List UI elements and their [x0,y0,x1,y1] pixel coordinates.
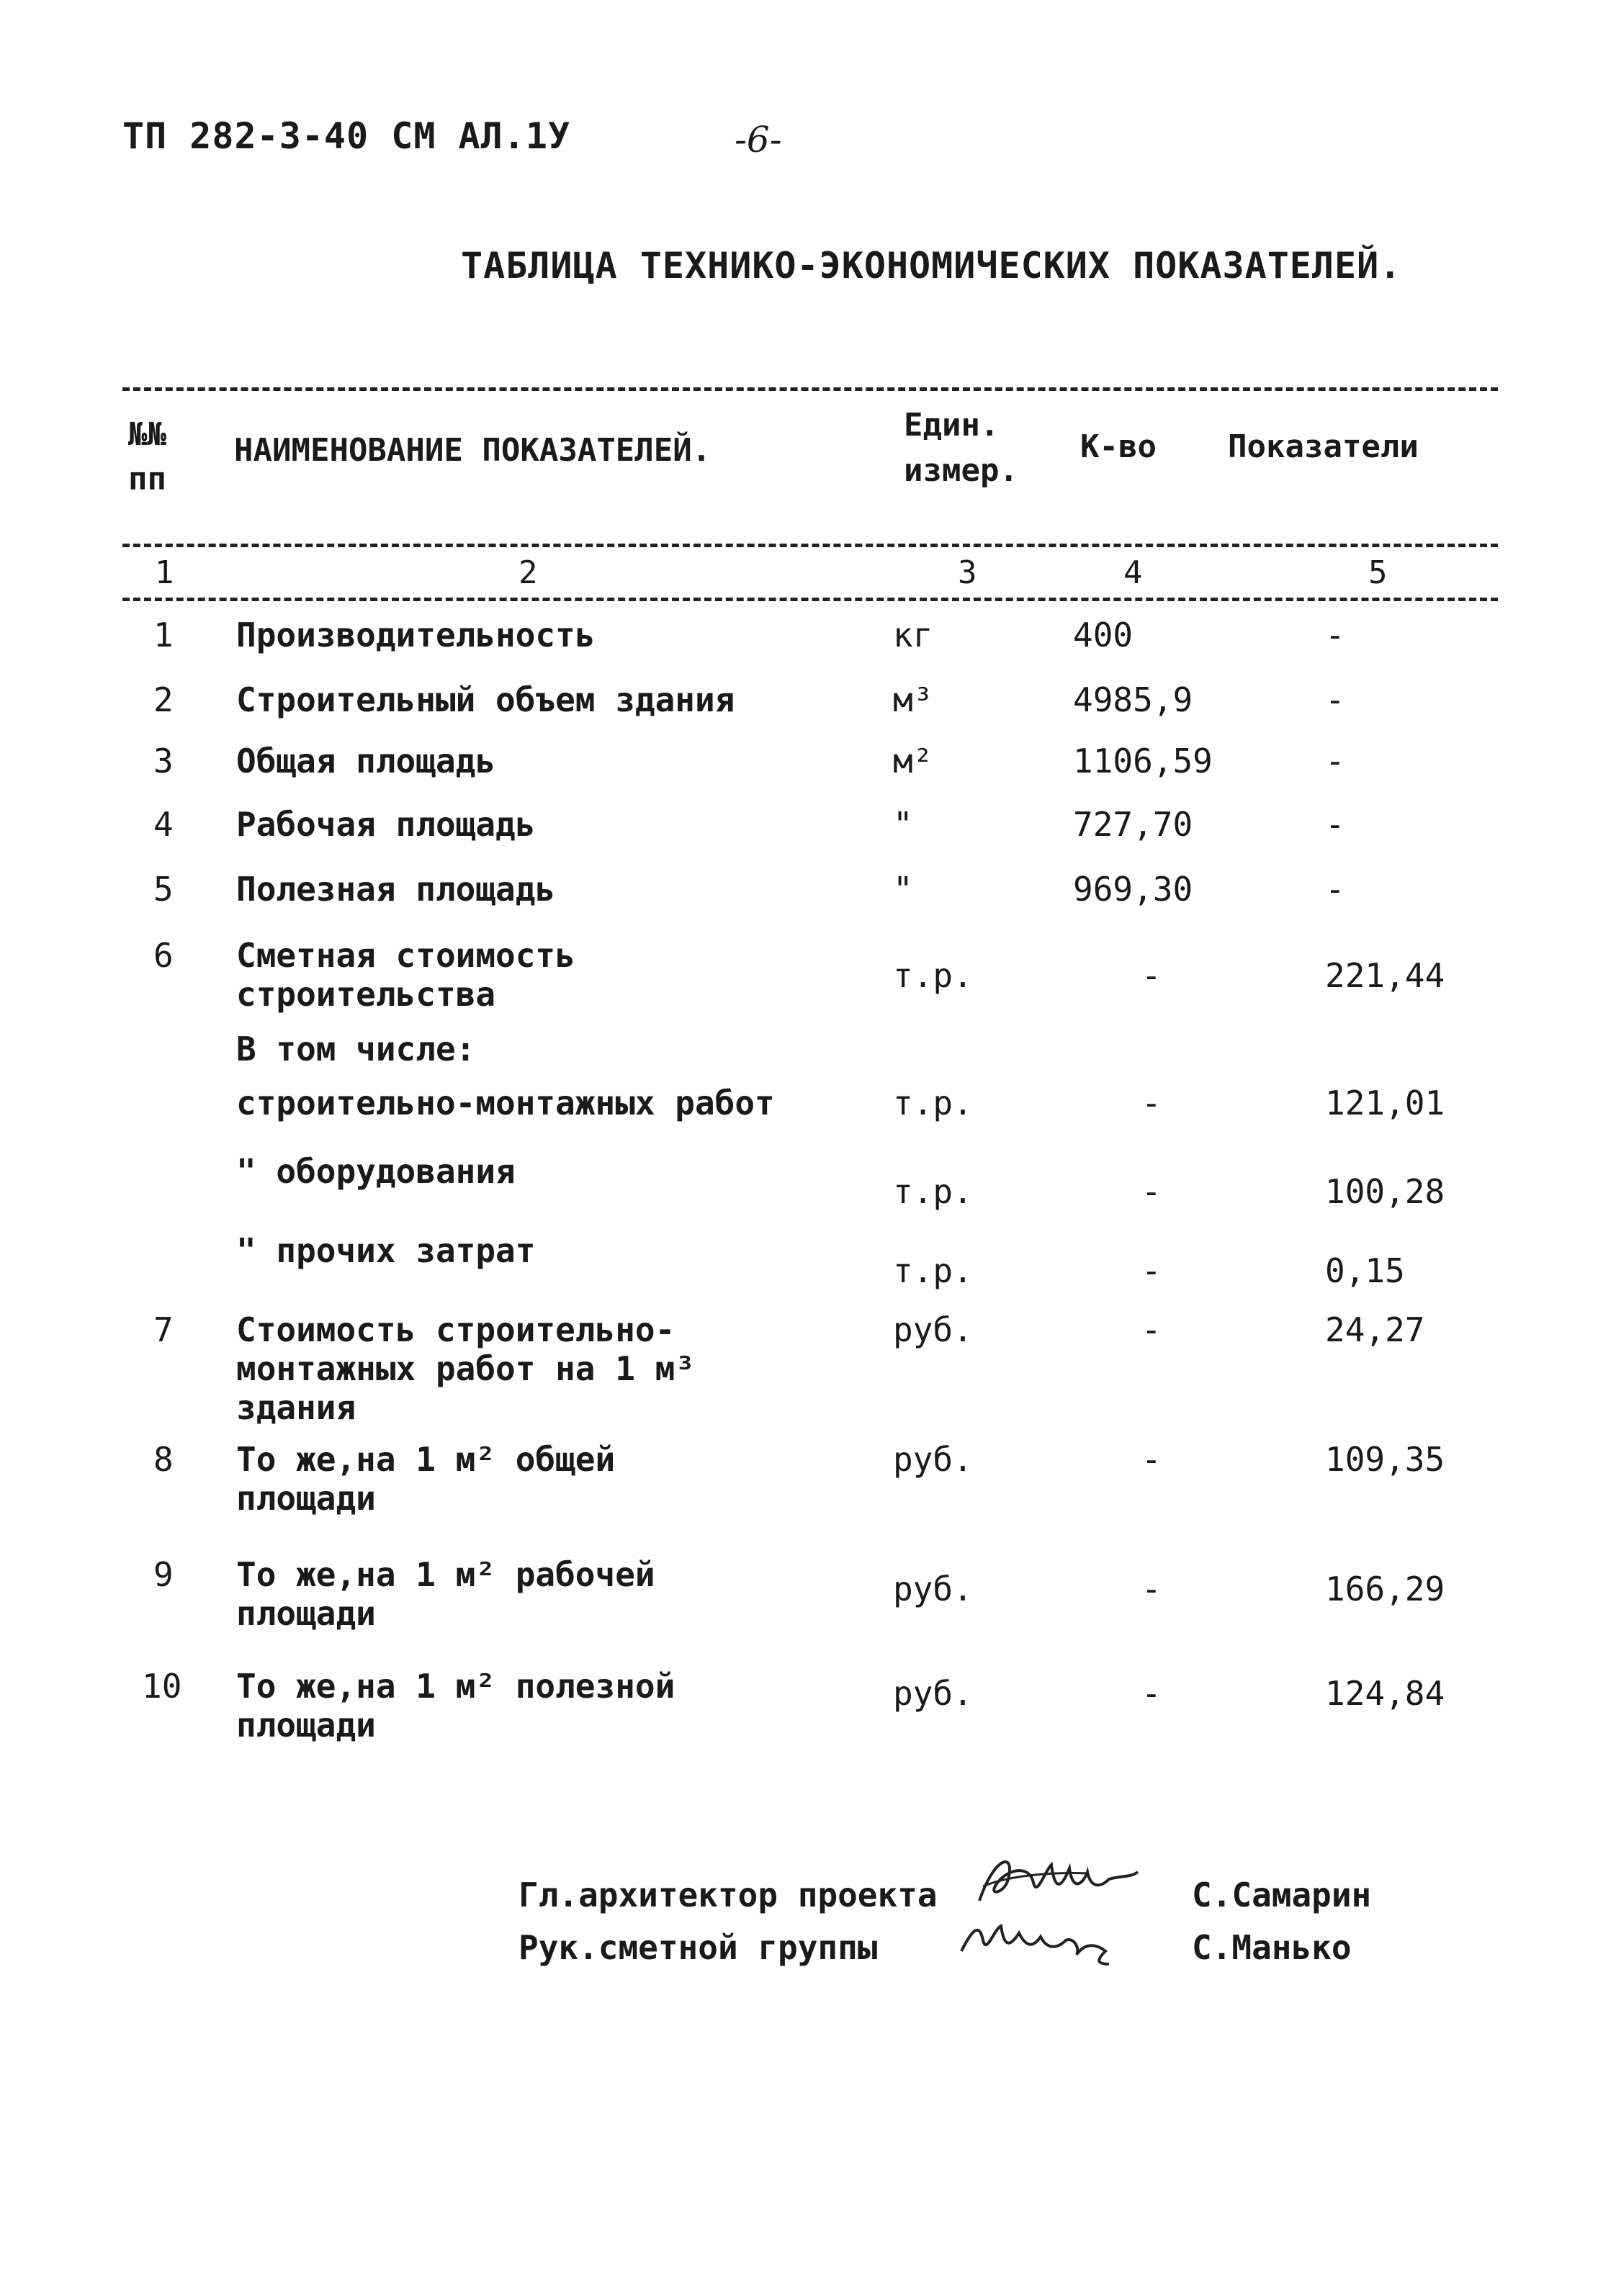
cell-name: То же,на 1 м² общей площади [236,1440,616,1518]
column-number: 2 [519,554,538,591]
cell-value: 221,44 [1325,956,1445,995]
column-number: 3 [958,554,977,591]
document-code: ТП 282-3-40 СМ АЛ.1У [122,115,571,157]
cell-value: 24,27 [1325,1310,1425,1349]
cell-value: 121,01 [1325,1084,1445,1122]
cell-unit: т.р. [893,956,973,995]
cell-unit: руб. [893,1440,973,1479]
cell-unit: м² [893,742,933,780]
cell-value: 109,35 [1325,1440,1445,1479]
cell-num: 1 [153,616,174,654]
header-value: Показатели [1228,428,1419,465]
header-num-line1: №№ [128,416,166,453]
cell-qty: 969,30 [1073,870,1193,909]
cell-qty: 400 [1073,616,1134,654]
cell-qty: - [1141,1251,1162,1290]
column-numbers-top-rule [122,544,1498,547]
signature-name: С.Самарин [1192,1876,1372,1914]
cell-num: 6 [153,936,174,975]
cell-name: Строительный объем здания [236,680,735,719]
cell-unit: м³ [893,680,933,719]
cell-name: Сметная стоимость строительства [236,936,575,1014]
cell-value: 0,15 [1325,1251,1405,1290]
cell-qty: - [1141,1570,1162,1608]
cell-unit: руб. [893,1570,973,1608]
cell-name: Общая площадь [236,742,496,780]
cell-unit: т.р. [893,1172,973,1211]
signature-role: Гл.архитектор проекта [519,1876,938,1914]
cell-name: " оборудования [236,1152,516,1191]
handwritten-signature-1 [965,1843,1152,1915]
cell-name: Полезная площадь [236,870,556,909]
column-number: 4 [1123,554,1143,591]
cell-name: Производительность [236,616,596,654]
header-unit-line1: Един. [904,407,1000,444]
cell-qty: - [1141,1172,1162,1211]
cell-unit: " [893,870,913,909]
cell-name: " прочих затрат [236,1231,536,1270]
cell-value: - [1325,742,1345,780]
cell-name: То же,на 1 м² рабочей площади [236,1555,655,1633]
column-number: 5 [1368,554,1388,591]
cell-value: 124,84 [1325,1674,1445,1713]
cell-name: Стоимость строительно- монтажных работ на 1 м³ здания [236,1310,695,1427]
cell-name: В том числе: [236,1030,476,1068]
header-unit-line2: измер. [904,452,1018,489]
cell-unit: кг [893,616,933,654]
header-top-rule [122,387,1498,391]
cell-unit: " [893,805,913,844]
cell-qty: 1106,59 [1073,742,1213,780]
table-title: ТАБЛИЦА ТЕХНИКО-ЭКОНОМИЧЕСКИХ ПОКАЗАТЕЛЕЙ. [461,245,1402,287]
cell-unit: руб. [893,1310,973,1349]
cell-num: 4 [153,805,174,844]
handwritten-signature-2 [951,1908,1123,1973]
cell-num: 7 [153,1310,174,1349]
header-qty: К-во [1080,428,1157,465]
cell-num: 3 [153,742,174,780]
cell-name: Рабочая площадь [236,805,536,844]
signature-name: С.Манько [1192,1928,1352,1967]
cell-num: 9 [153,1555,174,1594]
cell-value: - [1325,805,1345,844]
cell-value: 100,28 [1325,1172,1445,1211]
cell-unit: т.р. [893,1084,973,1122]
cell-num: 8 [153,1440,174,1479]
cell-value: - [1325,616,1345,654]
cell-value: - [1325,870,1345,909]
cell-unit: т.р. [893,1251,973,1290]
cell-qty: 727,70 [1073,805,1193,844]
cell-value: 166,29 [1325,1570,1445,1608]
cell-qty: - [1141,1440,1162,1479]
header-name: НАИМЕНОВАНИЕ ПОКАЗАТЕЛЕЙ. [234,432,712,469]
header-num-line2: пп [128,461,166,498]
column-number: 1 [155,554,174,591]
cell-qty: - [1141,956,1162,995]
cell-unit: руб. [893,1674,973,1713]
cell-name: строительно-монтажных работ [236,1084,775,1122]
cell-name: То же,на 1 м² полезной площади [236,1667,675,1744]
column-numbers-bottom-rule [122,598,1498,601]
cell-qty: 4985,9 [1073,680,1193,719]
cell-qty: - [1141,1084,1162,1122]
signature-role: Рук.сметной группы [519,1928,878,1967]
cell-num: 10 [142,1667,182,1706]
cell-num: 5 [153,870,174,909]
cell-qty: - [1141,1310,1162,1349]
cell-qty: - [1141,1674,1162,1713]
cell-num: 2 [153,680,174,719]
page-number: -6- [735,119,782,161]
cell-value: - [1325,680,1345,719]
